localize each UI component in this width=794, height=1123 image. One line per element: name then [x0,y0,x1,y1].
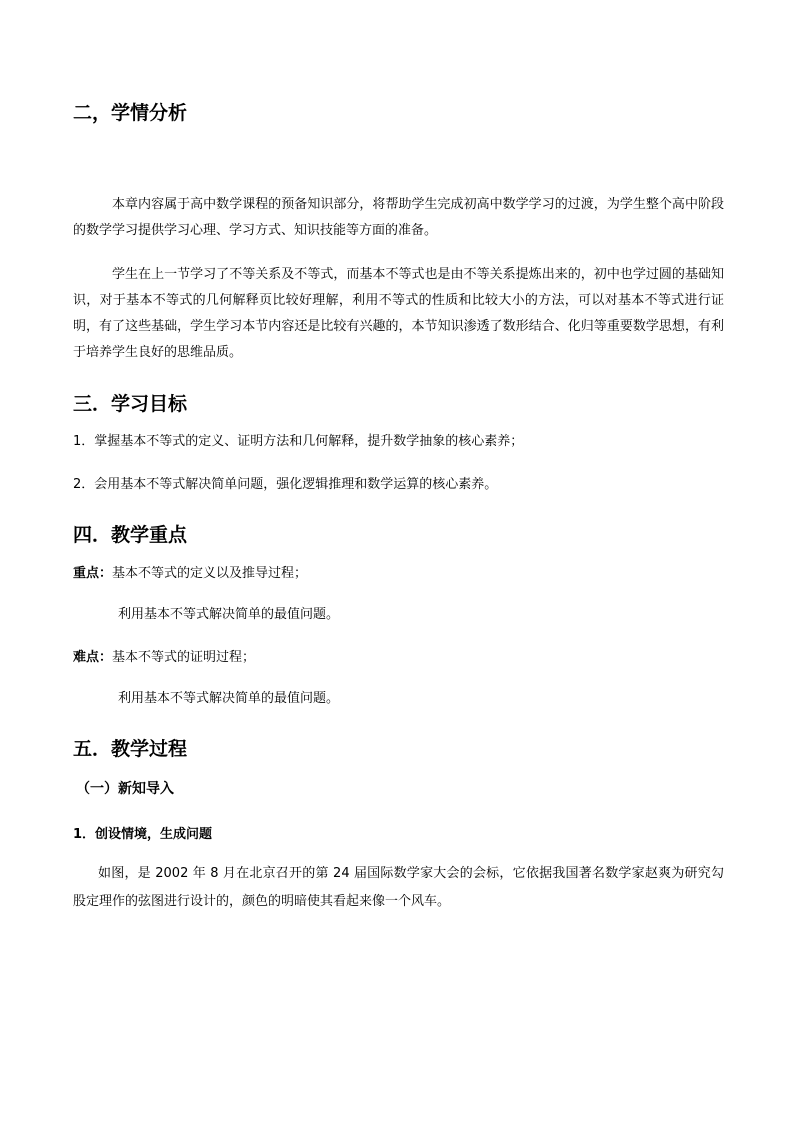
difficulty-line [73,649,255,667]
section-heading-teaching-process: 五．教学过程 [73,738,188,760]
paragraph-conference-logo: 如图，是 2002 年 8 月在北京召开的第 24 届国际数学家大会的会标，它依据我国著名数学家赵爽为研究勾股定理作的弦图进行设计的，颜色的明暗使其看起来像一个风车。 [73,866,724,909]
difficulty-text-2: 利用基本不等式解决简单的最值问题。 [118,691,340,706]
key-point-text-2: 利用基本不等式解决简单的最值问题。 [118,607,340,622]
paragraph-student-background: 学生在上一节学习了不等关系及不等式，而基本不等式也是由不等关系提炼出来的，初中也学过圆的基础知识，对于基本不等式的几何解释页比较好理解，利用不等式的性质和比较大小的方法，可以对基本不等式进行证明，有了这些基础，学生学习本节内容还是比较有兴趣的，本节知识渗透了数形结合、化归等重要数学思想，有利于培养学生良好的思维品质。 [73,267,724,360]
key-point-label: 重点： [73,566,113,581]
section-heading-learning-analysis: 二，学情分析 [73,102,188,124]
step-heading-create-situation: 1．创设情境，生成问题 [73,827,213,842]
goal-item-1: 1．掌握基本不等式的定义、证明方法和几何解释，提升数学抽象的核心素养； [73,434,524,449]
key-point-text: 基本不等式的定义以及推导过程； [112,566,308,581]
section-heading-teaching-focus: 四．教学重点 [73,524,188,546]
difficulty-text: 基本不等式的证明过程； [112,650,256,665]
paragraph-chapter-overview: 本章内容属于高中数学课程的预备知识部分，将帮助学生完成初高中数学学习的过渡，为学生整个高中阶段的数学学习提供学习心理、学习方式、知识技能等方面的准备。 [73,197,724,238]
subsection-heading-introduction: （一）新知导入 [76,781,174,797]
key-point-line [73,565,307,583]
section-heading-learning-goals: 三．学习目标 [73,393,188,415]
goal-item-2: 2．会用基本不等式解决简单问题，强化逻辑推理和数学运算的核心素养。 [73,477,498,492]
difficulty-label: 难点： [73,650,113,665]
